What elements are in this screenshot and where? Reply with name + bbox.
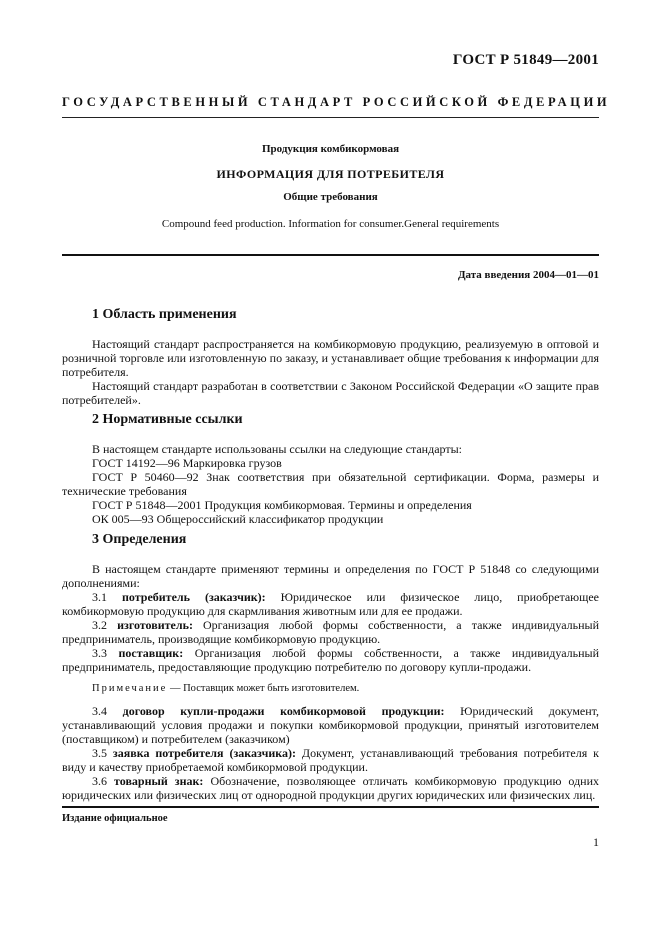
state-standard-banner: ГОСУДАРСТВЕННЫЙ СТАНДАРТ РОССИЙСКОЙ ФЕДЕРАЦИИ [62,95,611,109]
section-2-intro: В настоящем стандарте использованы ссылки на следующие стандарты: [92,442,463,456]
definition-3-4 [62,704,599,746]
definition-3-6 [62,774,599,802]
definition-text: Документ, устанавливающий требования потребителя к виду и качеству приобретаемой комбикормовой продукции. [62,746,599,774]
section-3-heading: 3 Определения [92,532,187,547]
definition-term: потребитель (заказчик): [121,590,266,604]
section-3-intro: В настоящем стандарте применяют термины и определения по ГОСТ Р 51848 со следующими дополнениями: [62,562,599,590]
definition-term: поставщик: [118,646,184,660]
definition-text: Обозначение, позволяющее отличать комбикормовую продукцию одних юридических или физических лиц от однородной продукции других юридических или физических лиц. [62,774,600,802]
footer-divider [62,806,599,808]
definition-text: Юридический документ, устанавливающий условия продажи и покупки комбикормовой продукции, принятый изготовителем (поставщиком) и потребителем (заказчиком) [62,704,600,746]
reference-item: ОК 005—93 Общероссийский классификатор продукции [92,512,384,526]
standard-code: ГОСТ Р 51849—2001 [452,52,599,68]
english-title: Compound feed production. Information for consumer.General requirements [161,218,500,230]
definition-3-3 [62,646,599,674]
definition-term: изготовитель: [117,618,193,632]
product-label: Продукция комбикормовая [261,143,400,155]
definition-3-5 [62,746,599,774]
section-2-body [62,442,599,526]
definition-term: товарный знак: [114,774,204,788]
definition-number: 3.2 [92,618,107,632]
definition-3-1 [62,590,599,618]
section-1-paragraph-2: Настоящий стандарт разработан в соответствии с Законом Российской Федерации «О защите прав потребителей». [62,379,599,407]
definition-3-2 [62,618,599,646]
document-subtitle: Общие требования [283,191,378,203]
reference-item: ГОСТ Р 50460—92 Знак соответствия при обязательной сертификации. Форма, размеры и технические требования [62,470,599,498]
section-2-heading: 2 Нормативные ссылки [92,412,243,427]
note [62,682,599,696]
definition-number: 3.6 [92,774,107,788]
title-divider [62,254,599,256]
top-divider [62,117,599,118]
reference-item: ГОСТ Р 51848—2001 Продукция комбикормовая. Термины и определения [92,498,472,512]
section-1-body [62,337,599,407]
reference-item: ГОСТ 14192—96 Маркировка грузов [92,456,282,470]
definition-text: Юридическое или физическое лицо, приобретающее комбикормовую продукцию для скармливания животным или для ее продажи. [62,590,600,618]
definition-number: 3.4 [92,704,107,718]
definition-term: заявка потребителя (заказчика): [112,746,296,760]
definition-number: 3.1 [92,590,107,604]
definition-term: договор купли-продажи комбикормовой продукции: [122,704,445,718]
introduction-date: Дата введения 2004—01—01 [457,269,599,281]
definition-text: Организация любой формы собственности, а также индивидуальный предприниматель, предоставляющие продукцию потребителю по договору купли-продажи. [62,646,600,674]
page-number: 1 [593,835,599,849]
definition-number: 3.5 [92,746,107,760]
edition-label: Издание официальное [62,813,168,824]
section-1-heading: 1 Область применения [92,307,237,322]
definition-number: 3.3 [92,646,107,660]
note-label: Примечание [92,683,168,694]
section-3-body [62,562,599,802]
definition-text: Организация любой формы собственности, а также индивидуальный предприниматель, производящие комбикормовую продукцию. [62,618,599,646]
note-text: — Поставщик может быть изготовителем. [169,683,360,694]
document-title: ИНФОРМАЦИЯ ДЛЯ ПОТРЕБИТЕЛЯ [216,167,445,181]
section-1-paragraph-1: Настоящий стандарт распространяется на комбикормовую продукцию, реализуемую в оптовой и розничной торговле или изготовленную по заказу, и устанавливает общие требования к информации для потребителя. [62,337,599,379]
